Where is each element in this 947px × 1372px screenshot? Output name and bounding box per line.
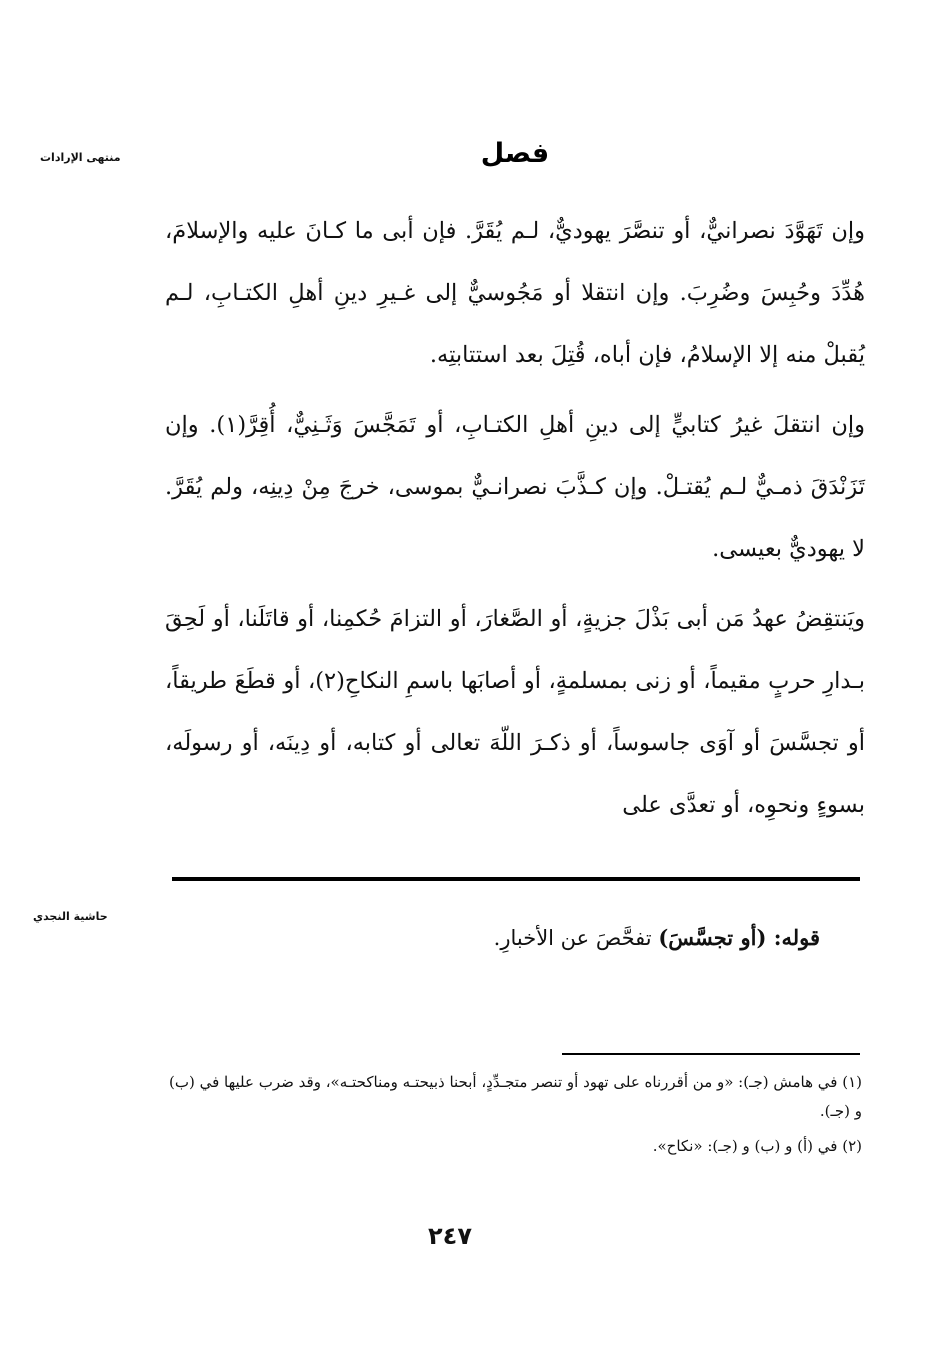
page-number: ٢٤٧ [428, 1222, 472, 1250]
hashiya-note [300, 918, 820, 958]
main-paragraph: ويَنتقِضُ عهدُ مَن أبى بَذْلَ جزيةٍ، أو الصَّغارَ، أو التزامَ حُكمِنا، أو قاتَلَنا، أو لَحِقَ بـدارِ حربٍ مقيماً، أو زنى بمسلمةٍ، أو أصابَها باسمِ النكاحِ(٢)، أو قطَعَ طريقاً، أو تجسَّسَ أو آوَى جاسوساً، أو ذكـرَ اللّهَ تعالى أو كتابه، أو دِينَه، أو رسولَه، بسوءٍ ونحوِه، أو تعدَّى على [165, 606, 865, 818]
footnote-item: (١) في هامش (جـ): «و من أقررناه على تهود أو تنصر متجـدِّدٍ، أبحنا ذبيحتـه ومناكحتـه»، وقد ضرب عليها في (ب) و (جـ). [169, 1073, 862, 1120]
hashiya-label: حاشية النجدي [33, 910, 108, 923]
footnote-divider [562, 1053, 860, 1055]
footnote-item: (٢) في (أ) و (ب) و (جـ): «نكاح». [652, 1137, 862, 1155]
section-title: فصل [480, 138, 550, 169]
footnotes [160, 1068, 862, 1167]
hashiya-body: تفحَّصَ عن الأخبارِ. [493, 926, 652, 950]
main-paragraph: وإن انتقلَ غيرُ كتابيٍّ إلى دينِ أهلِ الكتـابِ، أو تَمَجَّسَ وَثَـنِيٌّ، أُقِرَّ(١). وإن تَزَنْدَقَ ذمـيٌّ لـم يُقتـلْ. وإن كـذَّبَ نصرانـيٌّ بموسى، خرجَ مِنْ دِينِه، ولم يُقَرَّ. لا يهوديٌّ بعيسى. [165, 412, 865, 562]
main-paragraph: وإن تَهَوَّدَ نصرانيٌّ، أو تنصَّرَ يهوديٌّ، لـم يُقَرَّ. فإن أبى ما كـانَ عليه والإسلامَ، هُدِّدَ وحُبِسَ وضُرِبَ. وإن انتقلا أو مَجُوسيٌّ إلى غـيرِ دينِ أهلِ الكتـابِ، لـم يُقبلْ منه إلا الإسلامُ، فإن أباه، قُتِلَ بعد استتابتِه. [165, 218, 865, 368]
book-title-label: منتهى الإرادات [40, 151, 121, 164]
hashiya-lead: قوله: (أو تجسَّسَ) [658, 925, 820, 950]
main-text-body [165, 200, 865, 836]
section-divider [172, 877, 860, 881]
